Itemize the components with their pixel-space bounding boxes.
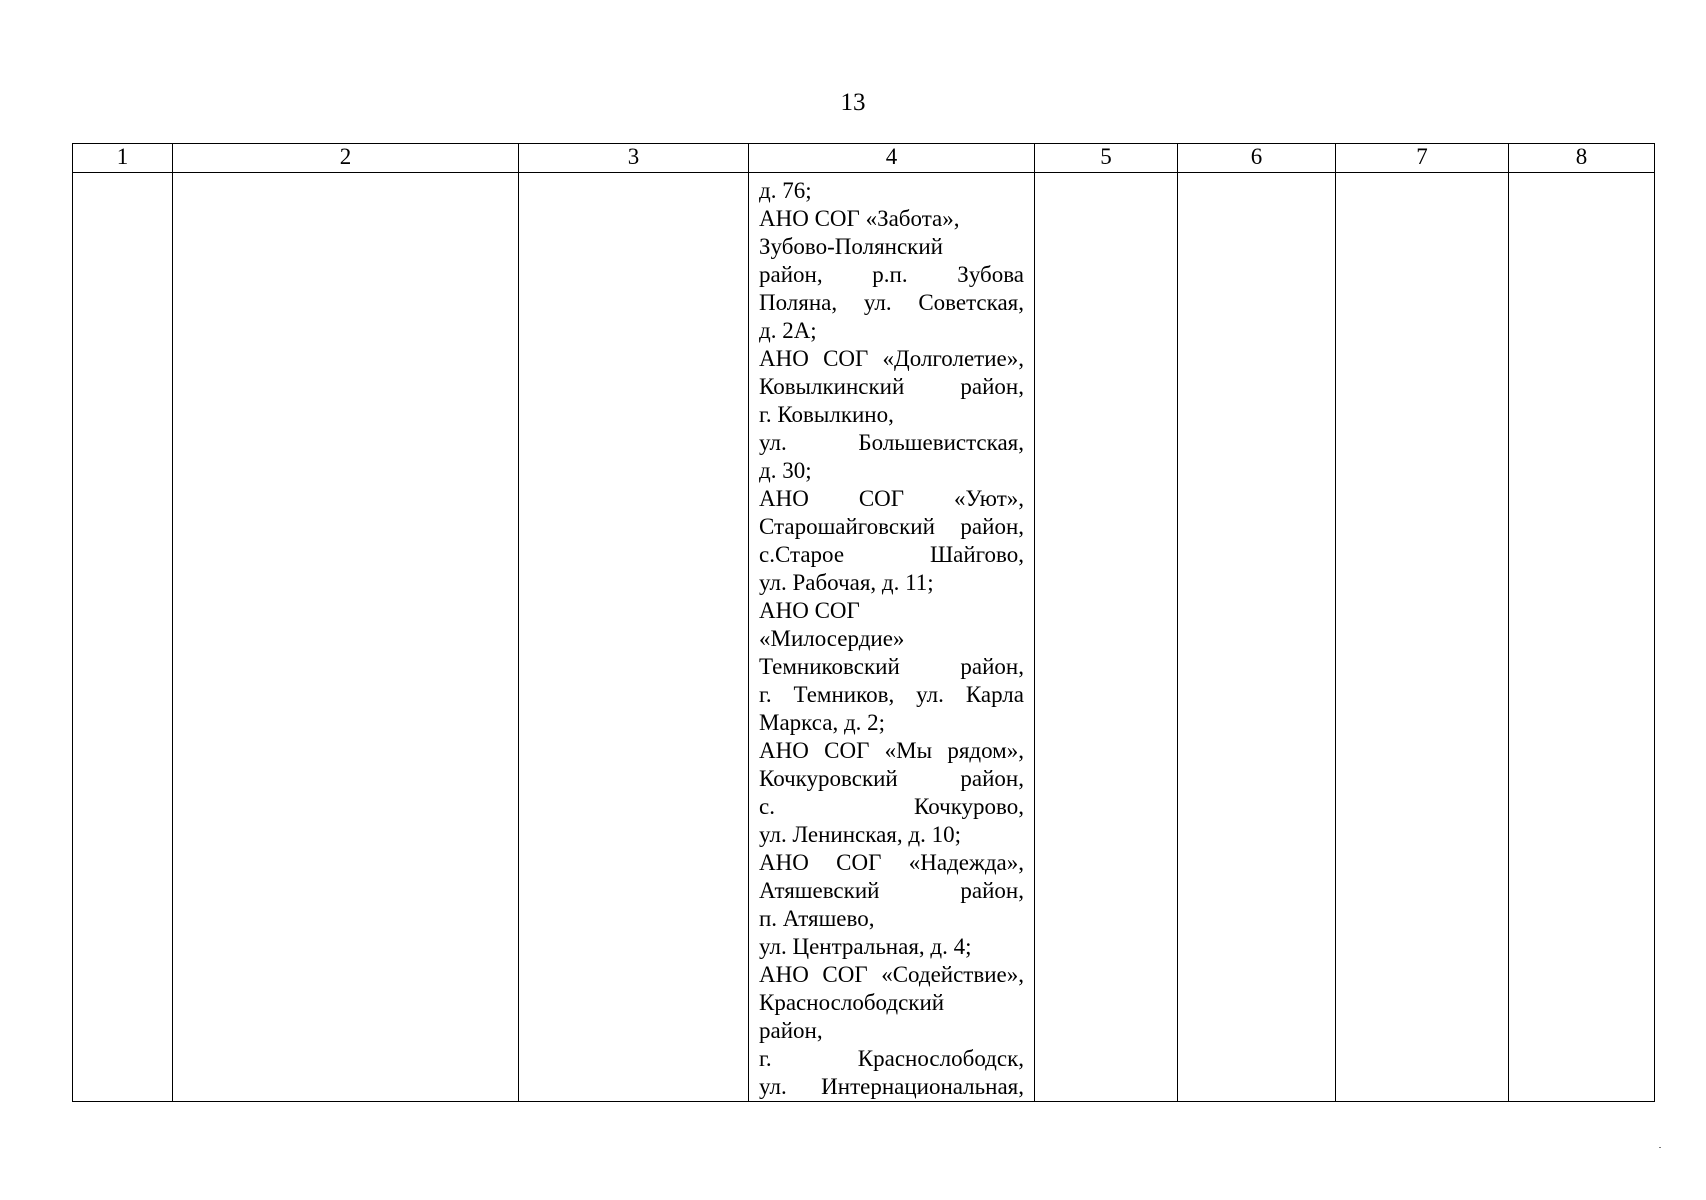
- address-line: АНО СОГ: [759, 598, 860, 623]
- table-row: [73, 173, 1655, 1102]
- table-cell-col2: [173, 173, 519, 1102]
- address-line: д. 30;: [759, 458, 812, 483]
- table-cell-col5: [1035, 173, 1178, 1102]
- table-cell-col1: [73, 173, 173, 1102]
- table-cell-col6: [1178, 173, 1336, 1102]
- table-cell-col3: [519, 173, 749, 1102]
- address-line: с. Кочкурово,: [759, 794, 1024, 819]
- column-header-2: 2: [173, 144, 519, 173]
- page-number: 13: [840, 89, 866, 116]
- organization-address-list: [749, 173, 1034, 1101]
- column-header-8: 8: [1509, 144, 1655, 173]
- address-line: Краснослободский: [759, 990, 945, 1015]
- address-line: Поляна, ул. Советская,: [759, 290, 1024, 315]
- address-line: Ковылкинский район,: [759, 374, 1024, 399]
- table-cell-col4: [749, 173, 1035, 1102]
- address-line: ул. Интернациональная,: [759, 1074, 1024, 1099]
- address-line: г. Ковылкино,: [759, 402, 894, 427]
- address-line: д. 76;: [759, 178, 812, 203]
- column-header-5: 5: [1035, 144, 1178, 173]
- address-line: с.Старое Шайгово,: [759, 542, 1024, 567]
- address-line: АНО СОГ «Мы рядом»,: [759, 738, 1024, 763]
- address-line: ул. Большевистская,: [759, 430, 1024, 455]
- address-line: Маркса, д. 2;: [759, 710, 886, 735]
- scan-speck: [1659, 1147, 1661, 1148]
- column-header-7: 7: [1336, 144, 1509, 173]
- header-row: [73, 144, 1655, 173]
- address-line: г. Темников, ул. Карла: [759, 682, 1024, 707]
- address-line: АНО СОГ «Содействие»,: [759, 962, 1024, 987]
- address-line: Зубово-Полянский: [759, 234, 943, 259]
- address-line: г. Краснослободск,: [759, 1046, 1024, 1071]
- address-line: АНО СОГ «Уют»,: [759, 486, 1024, 511]
- address-line: ул. Рабочая, д. 11;: [759, 570, 934, 595]
- address-line: АНО СОГ «Забота»,: [759, 206, 960, 231]
- table-cell-col7: [1336, 173, 1509, 1102]
- address-line: «Милосердие»: [759, 626, 905, 651]
- address-line: ул. Центральная, д. 4;: [759, 934, 972, 959]
- address-line: Кочкуровский район,: [759, 766, 1024, 791]
- address-line: Темниковский район,: [759, 654, 1024, 679]
- column-header-3: 3: [519, 144, 749, 173]
- document-table: [72, 143, 1655, 1102]
- address-line: д. 2А;: [759, 318, 817, 343]
- address-line: Старошайговский район,: [759, 514, 1024, 539]
- address-line: район, р.п. Зубова: [759, 262, 1024, 287]
- address-line: Атяшевский район,: [759, 878, 1024, 903]
- table-cell-col8: [1509, 173, 1655, 1102]
- address-line: АНО СОГ «Долголетие»,: [759, 346, 1024, 371]
- column-header-6: 6: [1178, 144, 1336, 173]
- column-header-1: 1: [73, 144, 173, 173]
- column-header-4: 4: [749, 144, 1035, 173]
- address-line: ул. Ленинская, д. 10;: [759, 822, 961, 847]
- address-line: п. Атяшево,: [759, 906, 875, 931]
- address-line: АНО СОГ «Надежда»,: [759, 850, 1024, 875]
- address-line: район,: [759, 1018, 823, 1043]
